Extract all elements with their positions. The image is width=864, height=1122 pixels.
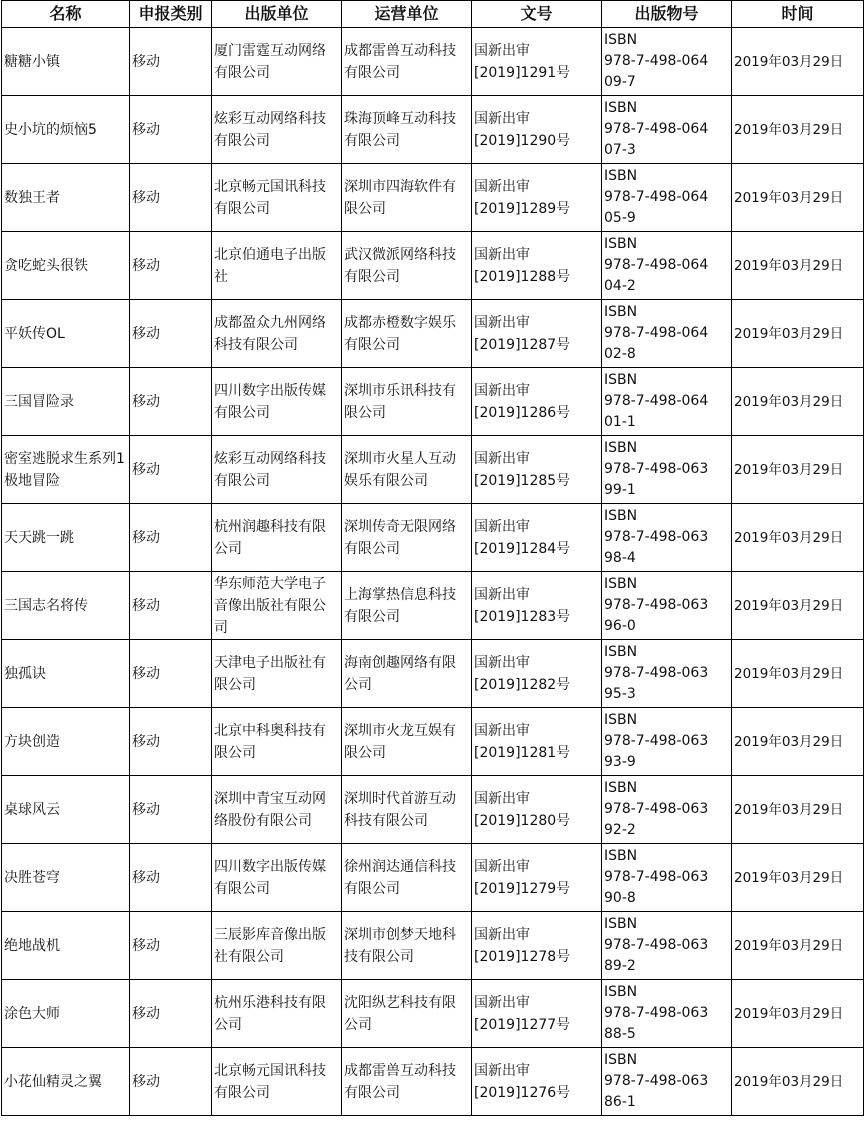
declaration-type: 移动 (132, 257, 160, 274)
cell-name (2, 504, 130, 572)
approval-number: [2019]1284号 (474, 540, 571, 557)
header-name: 名称 (2, 1, 130, 28)
publisher-name: 北京畅元国讯科技有限公司 (214, 1062, 326, 1101)
cell-type (130, 96, 212, 164)
cell-operator (342, 436, 472, 504)
isbn-label: ISBN (604, 644, 638, 660)
cell-type (130, 1048, 212, 1116)
cell-approval-number (472, 96, 602, 164)
header-publication-number: 出版物号 (602, 1, 732, 28)
cell-date (732, 232, 864, 300)
cell-name (2, 980, 130, 1048)
declaration-type: 移动 (132, 665, 160, 682)
approval-number: [2019]1289号 (474, 200, 571, 217)
isbn-number-part1: 978-7-498-063 (604, 665, 709, 681)
isbn-number-part2: 95-3 (604, 686, 636, 702)
isbn-label: ISBN (604, 848, 638, 864)
cell-type (130, 436, 212, 504)
declaration-type: 移动 (132, 461, 160, 478)
cell-isbn (602, 232, 732, 300)
isbn-label: ISBN (604, 100, 638, 116)
approval-prefix: 国新出审 (474, 858, 530, 875)
approval-date: 2019年03月29日 (734, 733, 844, 750)
publisher-name: 四川数字出版传媒有限公司 (214, 858, 326, 897)
approval-prefix: 国新出审 (474, 722, 530, 739)
approval-number: [2019]1278号 (474, 948, 571, 965)
cell-isbn (602, 1048, 732, 1116)
approval-prefix: 国新出审 (474, 586, 530, 603)
cell-name (2, 96, 130, 164)
isbn-number-part1: 978-7-498-064 (604, 257, 709, 273)
isbn-label: ISBN (604, 32, 638, 48)
table-row (2, 368, 864, 436)
operator-name: 深圳传奇无限网络有限公司 (344, 518, 456, 557)
approval-number: [2019]1291号 (474, 64, 571, 81)
cell-publisher (212, 912, 342, 980)
game-name: 糖糖小镇 (4, 53, 60, 70)
table-row (2, 504, 864, 572)
operator-name: 徐州润达通信科技有限公司 (344, 858, 456, 897)
operator-name: 沈阳纵艺科技有限公司 (344, 994, 456, 1033)
approval-number: [2019]1283号 (474, 608, 571, 625)
approval-prefix: 国新出审 (474, 450, 530, 467)
operator-name: 上海掌热信息科技有限公司 (344, 586, 456, 625)
game-name: 贪吃蛇头很铁 (4, 257, 88, 274)
publisher-name: 深圳中青宝互动网络股份有限公司 (214, 790, 326, 829)
operator-name: 海南创趣网络有限公司 (344, 654, 456, 693)
cell-date (732, 572, 864, 640)
cell-name (2, 844, 130, 912)
isbn-number-part2: 07-3 (604, 142, 636, 158)
cell-publisher (212, 436, 342, 504)
cell-isbn (602, 28, 732, 96)
cell-approval-number (472, 368, 602, 436)
approval-date: 2019年03月29日 (734, 325, 844, 342)
approval-date: 2019年03月29日 (734, 801, 844, 818)
cell-isbn (602, 980, 732, 1048)
cell-name (2, 1048, 130, 1116)
cell-name (2, 776, 130, 844)
approval-date: 2019年03月29日 (734, 53, 844, 70)
cell-type (130, 28, 212, 96)
cell-name (2, 368, 130, 436)
cell-date (732, 368, 864, 436)
cell-isbn (602, 844, 732, 912)
isbn-number-part2: 98-4 (604, 550, 636, 566)
table-row (2, 776, 864, 844)
approval-prefix: 国新出审 (474, 926, 530, 943)
operator-name: 珠海顶峰互动科技有限公司 (344, 110, 456, 149)
cell-date (732, 912, 864, 980)
cell-type (130, 980, 212, 1048)
header-type: 申报类别 (130, 1, 212, 28)
approval-prefix: 国新出审 (474, 110, 530, 127)
cell-name (2, 436, 130, 504)
header-publisher: 出版单位 (212, 1, 342, 28)
operator-name: 成都雷兽互动科技有限公司 (344, 1062, 456, 1101)
isbn-label: ISBN (604, 168, 638, 184)
approval-prefix: 国新出审 (474, 790, 530, 807)
isbn-number-part1: 978-7-498-064 (604, 325, 709, 341)
isbn-number-part2: 93-9 (604, 754, 636, 770)
game-name: 密室逃脱求生系列1极地冒险 (4, 450, 125, 489)
cell-approval-number (472, 1048, 602, 1116)
declaration-type: 移动 (132, 937, 160, 954)
cell-isbn (602, 912, 732, 980)
cell-date (732, 844, 864, 912)
publisher-name: 华东师范大学电子音像出版社有限公司 (214, 575, 326, 636)
cell-date (732, 776, 864, 844)
cell-name (2, 912, 130, 980)
isbn-label: ISBN (604, 712, 638, 728)
isbn-number-part2: 90-8 (604, 890, 636, 906)
approval-number: [2019]1279号 (474, 880, 571, 897)
cell-name (2, 640, 130, 708)
cell-operator (342, 912, 472, 980)
isbn-number-part2: 02-8 (604, 346, 636, 362)
table-row (2, 300, 864, 368)
isbn-label: ISBN (604, 576, 638, 592)
declaration-type: 移动 (132, 869, 160, 886)
cell-operator (342, 776, 472, 844)
publisher-name: 成都盈众九州网络科技有限公司 (214, 314, 326, 353)
table-row (2, 572, 864, 640)
approval-date: 2019年03月29日 (734, 597, 844, 614)
cell-approval-number (472, 640, 602, 708)
header-operator: 运营单位 (342, 1, 472, 28)
approval-prefix: 国新出审 (474, 654, 530, 671)
cell-approval-number (472, 300, 602, 368)
cell-isbn (602, 96, 732, 164)
table-row (2, 844, 864, 912)
cell-publisher (212, 640, 342, 708)
cell-type (130, 164, 212, 232)
cell-isbn (602, 164, 732, 232)
game-name: 平妖传OL (4, 325, 65, 342)
isbn-number-part2: 05-9 (604, 210, 636, 226)
cell-publisher (212, 368, 342, 436)
isbn-label: ISBN (604, 304, 638, 320)
cell-operator (342, 640, 472, 708)
header-row (2, 1, 864, 28)
game-name: 天天跳一跳 (4, 529, 74, 546)
cell-publisher (212, 980, 342, 1048)
cell-date (732, 504, 864, 572)
isbn-number-part2: 86-1 (604, 1094, 636, 1110)
isbn-number-part1: 978-7-498-064 (604, 189, 709, 205)
game-approval-table (1, 0, 864, 1116)
table-row (2, 980, 864, 1048)
cell-date (732, 980, 864, 1048)
cell-approval-number (472, 912, 602, 980)
operator-name: 深圳时代首游互动科技有限公司 (344, 790, 456, 829)
cell-name (2, 300, 130, 368)
cell-type (130, 300, 212, 368)
header-approval-number: 文号 (472, 1, 602, 28)
isbn-label: ISBN (604, 1052, 638, 1068)
approval-number: [2019]1276号 (474, 1084, 571, 1101)
isbn-number-part1: 978-7-498-064 (604, 53, 709, 69)
cell-approval-number (472, 436, 602, 504)
cell-type (130, 776, 212, 844)
cell-date (732, 28, 864, 96)
game-name: 三国志名将传 (4, 597, 88, 614)
cell-name (2, 232, 130, 300)
isbn-label: ISBN (604, 780, 638, 796)
approval-prefix: 国新出审 (474, 1062, 530, 1079)
cell-name (2, 708, 130, 776)
cell-publisher (212, 232, 342, 300)
cell-approval-number (472, 980, 602, 1048)
isbn-number-part1: 978-7-498-063 (604, 733, 709, 749)
approval-number: [2019]1277号 (474, 1016, 571, 1033)
declaration-type: 移动 (132, 733, 160, 750)
game-name: 方块创造 (4, 733, 60, 750)
game-name: 数独王者 (4, 189, 60, 206)
isbn-number-part1: 978-7-498-063 (604, 461, 709, 477)
game-name: 三国冒险录 (4, 393, 74, 410)
cell-date (732, 1048, 864, 1116)
isbn-number-part2: 01-1 (604, 414, 636, 430)
isbn-number-part1: 978-7-498-063 (604, 597, 709, 613)
isbn-number-part1: 978-7-498-064 (604, 121, 709, 137)
table-row (2, 436, 864, 504)
game-name: 独孤诀 (4, 665, 46, 682)
approval-number: [2019]1290号 (474, 132, 571, 149)
operator-name: 深圳市四海软件有限公司 (344, 178, 456, 217)
approval-prefix: 国新出审 (474, 382, 530, 399)
cell-operator (342, 708, 472, 776)
cell-approval-number (472, 572, 602, 640)
cell-operator (342, 300, 472, 368)
declaration-type: 移动 (132, 53, 160, 70)
approval-number: [2019]1286号 (474, 404, 571, 421)
declaration-type: 移动 (132, 529, 160, 546)
isbn-number-part2: 99-1 (604, 482, 636, 498)
publisher-name: 杭州润趣科技有限公司 (214, 518, 326, 557)
table-body (2, 28, 864, 1116)
cell-type (130, 912, 212, 980)
cell-approval-number (472, 232, 602, 300)
cell-publisher (212, 572, 342, 640)
approval-number: [2019]1280号 (474, 812, 571, 829)
approval-number: [2019]1287号 (474, 336, 571, 353)
approval-number: [2019]1288号 (474, 268, 571, 285)
operator-name: 深圳市火星人互动娱乐有限公司 (344, 450, 456, 489)
game-name: 决胜苍穹 (4, 869, 60, 886)
approval-prefix: 国新出审 (474, 994, 530, 1011)
cell-isbn (602, 368, 732, 436)
cell-operator (342, 1048, 472, 1116)
approval-date: 2019年03月29日 (734, 257, 844, 274)
cell-publisher (212, 504, 342, 572)
table-row (2, 164, 864, 232)
approval-number: [2019]1285号 (474, 472, 571, 489)
table-row (2, 232, 864, 300)
cell-operator (342, 844, 472, 912)
operator-name: 深圳市创梦天地科技有限公司 (344, 926, 456, 965)
table-row (2, 640, 864, 708)
table-row (2, 708, 864, 776)
cell-publisher (212, 28, 342, 96)
cell-publisher (212, 164, 342, 232)
cell-isbn (602, 776, 732, 844)
cell-name (2, 28, 130, 96)
approval-number: [2019]1281号 (474, 744, 571, 761)
cell-isbn (602, 300, 732, 368)
cell-isbn (602, 640, 732, 708)
approval-date: 2019年03月29日 (734, 529, 844, 546)
game-name: 史小坑的烦恼5 (4, 121, 97, 138)
isbn-number-part2: 88-5 (604, 1026, 636, 1042)
approval-date: 2019年03月29日 (734, 189, 844, 206)
cell-publisher (212, 96, 342, 164)
approval-date: 2019年03月29日 (734, 1005, 844, 1022)
declaration-type: 移动 (132, 121, 160, 138)
isbn-label: ISBN (604, 440, 638, 456)
isbn-label: ISBN (604, 984, 638, 1000)
cell-type (130, 504, 212, 572)
cell-isbn (602, 572, 732, 640)
cell-approval-number (472, 708, 602, 776)
cell-operator (342, 368, 472, 436)
cell-operator (342, 164, 472, 232)
operator-name: 深圳市火龙互娱有限公司 (344, 722, 456, 761)
isbn-number-part1: 978-7-498-064 (604, 393, 709, 409)
isbn-number-part2: 04-2 (604, 278, 636, 294)
approval-date: 2019年03月29日 (734, 937, 844, 954)
cell-operator (342, 96, 472, 164)
cell-operator (342, 980, 472, 1048)
cell-publisher (212, 1048, 342, 1116)
cell-approval-number (472, 844, 602, 912)
publisher-name: 北京中科奥科技有限公司 (214, 722, 326, 761)
table-row (2, 912, 864, 980)
cell-date (732, 708, 864, 776)
publisher-name: 北京伯通电子出版社 (214, 246, 326, 285)
approval-prefix: 国新出审 (474, 42, 530, 59)
isbn-label: ISBN (604, 236, 638, 252)
cell-isbn (602, 504, 732, 572)
cell-publisher (212, 844, 342, 912)
game-name: 小花仙精灵之翼 (4, 1073, 102, 1090)
isbn-number-part2: 09-7 (604, 74, 636, 90)
isbn-number-part1: 978-7-498-063 (604, 869, 709, 885)
cell-date (732, 300, 864, 368)
isbn-label: ISBN (604, 508, 638, 524)
declaration-type: 移动 (132, 1005, 160, 1022)
game-name: 涂色大师 (4, 1005, 60, 1022)
operator-name: 成都雷兽互动科技有限公司 (344, 42, 456, 81)
approval-date: 2019年03月29日 (734, 393, 844, 410)
table-row (2, 28, 864, 96)
isbn-label: ISBN (604, 916, 638, 932)
cell-operator (342, 572, 472, 640)
approval-date: 2019年03月29日 (734, 869, 844, 886)
cell-publisher (212, 708, 342, 776)
table-row (2, 96, 864, 164)
isbn-number-part2: 89-2 (604, 958, 636, 974)
cell-isbn (602, 708, 732, 776)
approval-date: 2019年03月29日 (734, 121, 844, 138)
table-row (2, 1048, 864, 1116)
approval-number: [2019]1282号 (474, 676, 571, 693)
publisher-name: 炫彩互动网络科技有限公司 (214, 110, 326, 149)
isbn-number-part1: 978-7-498-063 (604, 1073, 709, 1089)
cell-operator (342, 504, 472, 572)
isbn-number-part1: 978-7-498-063 (604, 529, 709, 545)
cell-date (732, 640, 864, 708)
approval-date: 2019年03月29日 (734, 461, 844, 478)
declaration-type: 移动 (132, 1073, 160, 1090)
operator-name: 成都赤橙数字娱乐有限公司 (344, 314, 456, 353)
publisher-name: 杭州乐港科技有限公司 (214, 994, 326, 1033)
publisher-name: 三辰影库音像出版社有限公司 (214, 926, 326, 965)
cell-name (2, 572, 130, 640)
publisher-name: 四川数字出版传媒有限公司 (214, 382, 326, 421)
cell-approval-number (472, 28, 602, 96)
declaration-type: 移动 (132, 189, 160, 206)
isbn-number-part1: 978-7-498-063 (604, 937, 709, 953)
cell-type (130, 232, 212, 300)
cell-approval-number (472, 776, 602, 844)
approval-date: 2019年03月29日 (734, 1073, 844, 1090)
cell-isbn (602, 436, 732, 504)
cell-name (2, 164, 130, 232)
cell-operator (342, 232, 472, 300)
cell-type (130, 844, 212, 912)
isbn-number-part2: 92-2 (604, 822, 636, 838)
isbn-label: ISBN (604, 372, 638, 388)
declaration-type: 移动 (132, 801, 160, 818)
approval-date: 2019年03月29日 (734, 665, 844, 682)
declaration-type: 移动 (132, 393, 160, 410)
operator-name: 深圳市乐讯科技有限公司 (344, 382, 456, 421)
declaration-type: 移动 (132, 325, 160, 342)
header-date: 时间 (732, 1, 864, 28)
approval-prefix: 国新出审 (474, 178, 530, 195)
game-name: 桌球风云 (4, 801, 60, 818)
cell-date (732, 164, 864, 232)
cell-operator (342, 28, 472, 96)
cell-type (130, 368, 212, 436)
isbn-number-part1: 978-7-498-063 (604, 801, 709, 817)
game-name: 绝地战机 (4, 937, 60, 954)
isbn-number-part2: 96-0 (604, 618, 636, 634)
isbn-number-part1: 978-7-498-063 (604, 1005, 709, 1021)
cell-date (732, 436, 864, 504)
publisher-name: 炫彩互动网络科技有限公司 (214, 450, 326, 489)
publisher-name: 天津电子出版社有限公司 (214, 654, 326, 693)
publisher-name: 厦门雷霆互动网络有限公司 (214, 42, 326, 81)
approval-prefix: 国新出审 (474, 314, 530, 331)
table-header (2, 1, 864, 28)
approval-prefix: 国新出审 (474, 246, 530, 263)
cell-publisher (212, 300, 342, 368)
cell-approval-number (472, 504, 602, 572)
cell-type (130, 572, 212, 640)
cell-type (130, 640, 212, 708)
cell-type (130, 708, 212, 776)
publisher-name: 北京畅元国讯科技有限公司 (214, 178, 326, 217)
cell-publisher (212, 776, 342, 844)
cell-date (732, 96, 864, 164)
declaration-type: 移动 (132, 597, 160, 614)
cell-approval-number (472, 164, 602, 232)
operator-name: 武汉微派网络科技有限公司 (344, 246, 456, 285)
approval-prefix: 国新出审 (474, 518, 530, 535)
